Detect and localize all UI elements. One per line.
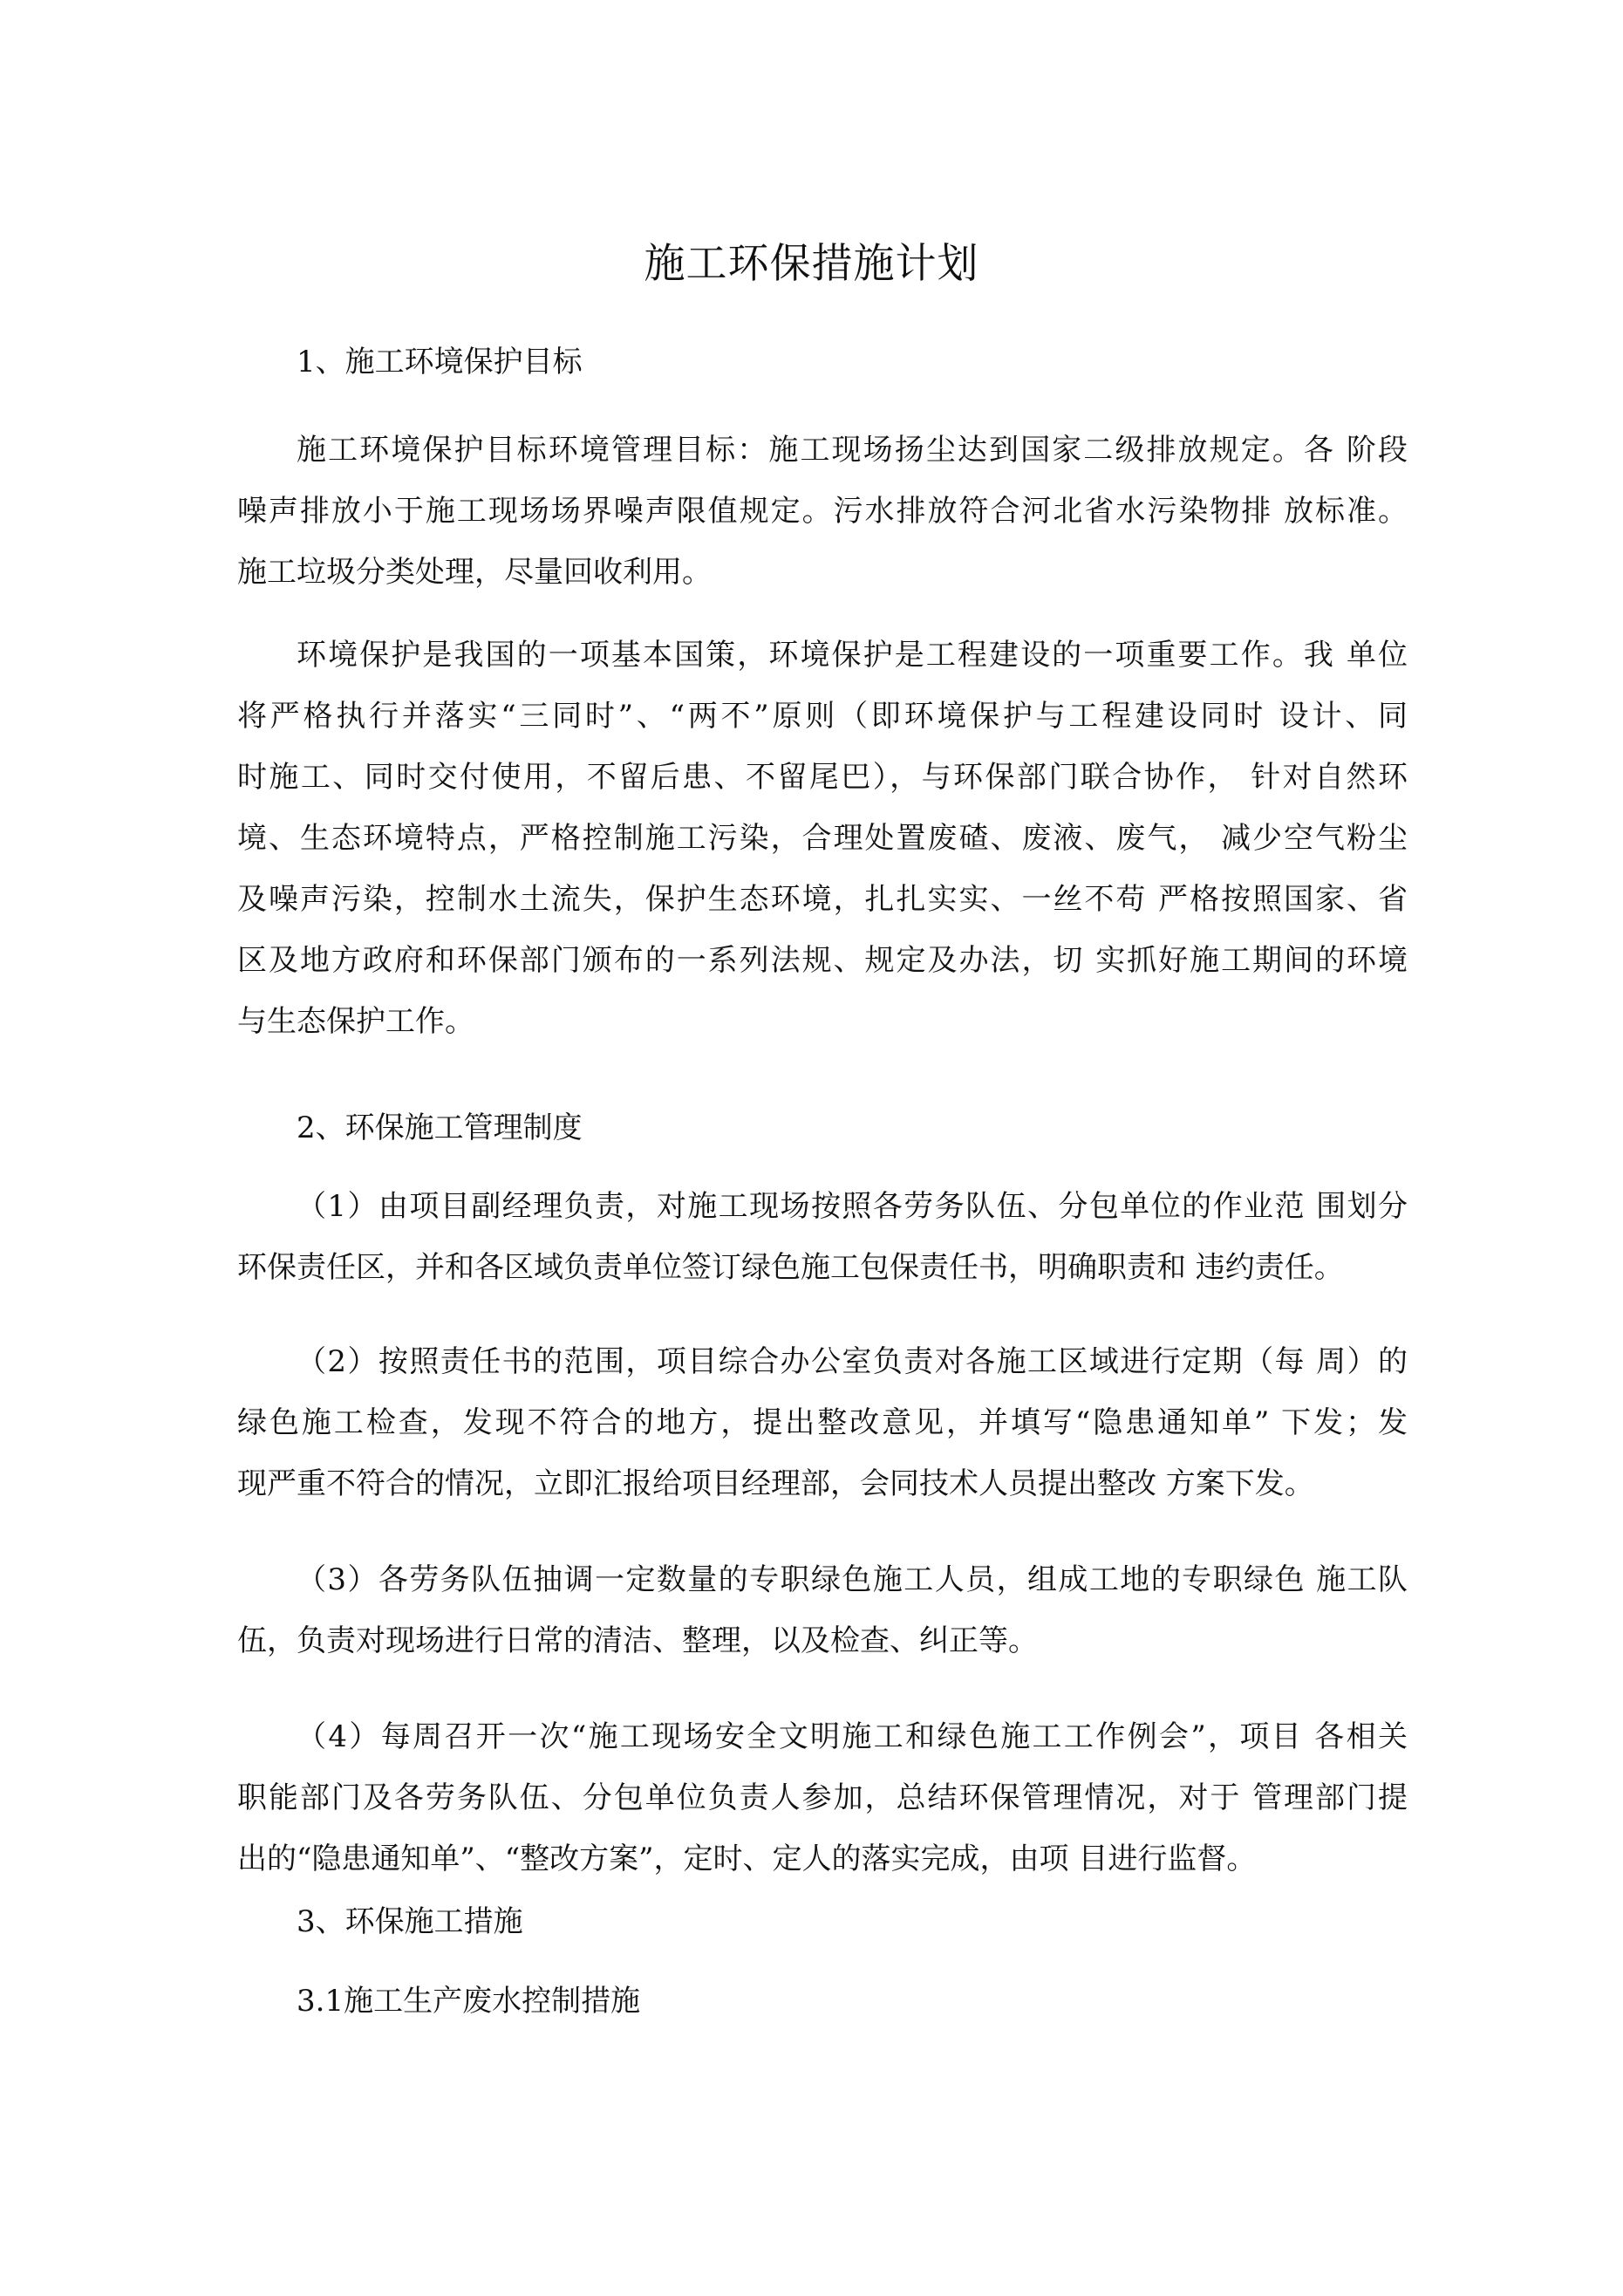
paragraph-line: 将严格执行并落实“三同时”、“两不”原则（即环境保护与工程建设同时 设计、同	[237, 699, 1408, 734]
section-2-item-1	[237, 1176, 1408, 1298]
section-3-heading: 3、环保施工措施	[297, 1904, 523, 1939]
paragraph-line: 职能部门及各劳务队伍、分包单位负责人参加，总结环保管理情况，对于 管理部门提	[237, 1780, 1408, 1815]
paragraph-line: 时施工、同时交付使用，不留后患、不留尾巴），与环保部门联合协作， 针对自然环	[237, 760, 1408, 795]
paragraph-line: （2）按照责任书的范围，项目综合办公室负责对各施工区域进行定期（每 周）的	[297, 1344, 1408, 1379]
section-1-heading: 1、施工环境保护目标	[297, 345, 583, 379]
paragraph-line: 噪声排放小于施工现场场界噪声限值规定。污水排放符合河北省水污染物排 放标准。	[237, 494, 1408, 529]
paragraph-line: （1）由项目副经理负责，对施工现场按照各劳务队伍、分包单位的作业范 围划分	[297, 1189, 1408, 1224]
subsection-3-1-heading: 3.1施工生产废水控制措施	[297, 1984, 641, 2019]
section-2-item-3	[237, 1549, 1408, 1671]
paragraph-line: 环保责任区，并和各区域负责单位签订绿色施工包保责任书，明确职责和 违约责任。	[237, 1250, 1344, 1285]
paragraph-line: 境、生态环境特点，严格控制施工污染，合理处置废碴、废液、废气， 减少空气粉尘	[237, 821, 1408, 856]
section-1-paragraph-1	[237, 420, 1408, 603]
paragraph-line: 现严重不符合的情况，立即汇报给项目经理部，会同技术人员提出整改 方案下发。	[237, 1466, 1314, 1501]
paragraph-line: 施工垃圾分类处理，尽量回收利用。	[237, 555, 712, 590]
document-title: 施工环保措施计划	[644, 240, 979, 288]
paragraph-line: 绿色施工检查，发现不符合的地方，提出整改意见，并填写“隐患通知单” 下发；发	[237, 1405, 1408, 1440]
section-1-paragraph-2	[237, 625, 1408, 1052]
paragraph-line: 环境保护是我国的一项基本国策，环境保护是工程建设的一项重要工作。我 单位	[297, 638, 1408, 673]
paragraph-line: （3）各劳务队伍抽调一定数量的专职绿色施工人员，组成工地的专职绿色 施工队	[297, 1562, 1408, 1597]
paragraph-line: （4）每周召开一次“施工现场安全文明施工和绿色施工工作例会”，项目 各相关	[297, 1719, 1408, 1754]
section-2-item-2	[237, 1331, 1408, 1514]
paragraph-line: 伍，负责对现场进行日常的清洁、整理，以及检查、纠正等。	[237, 1623, 1038, 1658]
paragraph-line: 及噪声污染，控制水土流失，保护生态环境，扎扎实实、一丝不苟 严格按照国家、省	[237, 882, 1408, 917]
section-2-item-4	[237, 1706, 1408, 1889]
section-2-heading: 2、环保施工管理制度	[297, 1110, 583, 1145]
paragraph-line: 施工环境保护目标环境管理目标：施工现场扬尘达到国家二级排放规定。各 阶段	[297, 433, 1408, 468]
paragraph-line: 出的“隐患通知单”、“整改方案”，定时、定人的落实完成，由项 目进行监督。	[237, 1842, 1257, 1876]
paragraph-line: 区及地方政府和环保部门颁布的一系列法规、规定及办法，切 实抓好施工期间的环境	[237, 943, 1408, 978]
paragraph-line: 与生态保护工作。	[237, 1004, 474, 1039]
